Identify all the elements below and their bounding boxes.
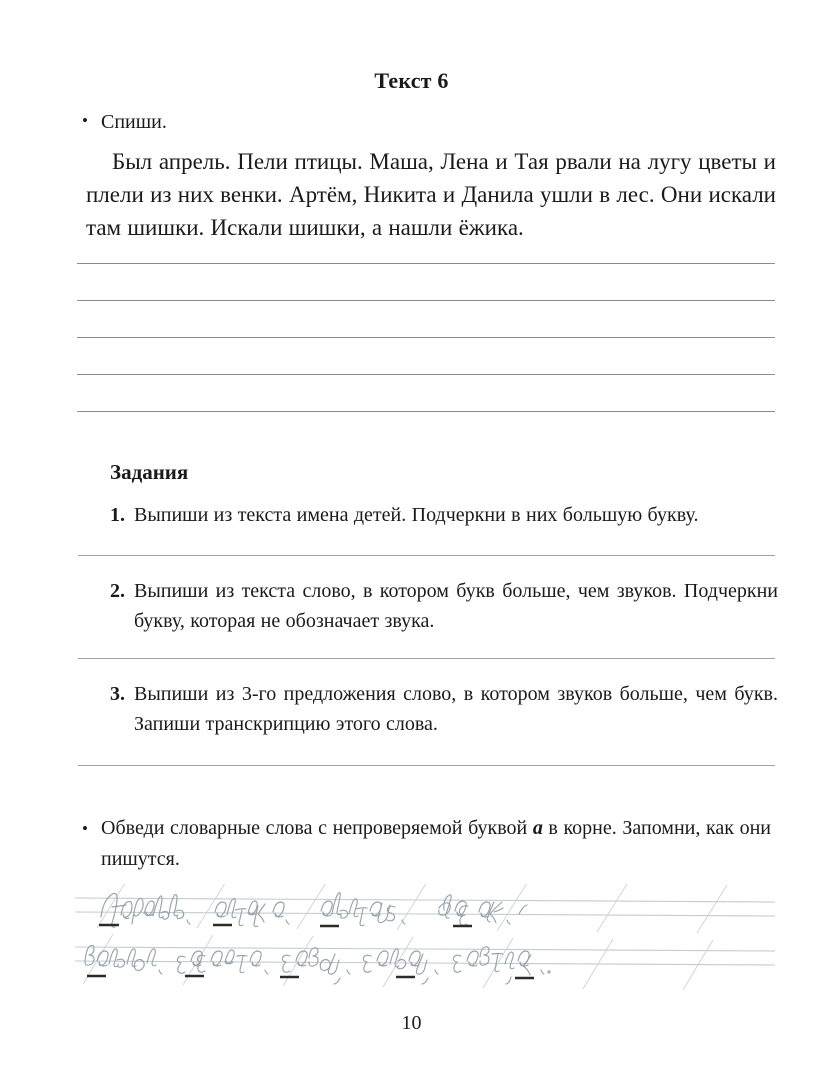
task-text: Выпиши из текста имена детей. Подчеркни в них большую букву. xyxy=(134,504,699,526)
page-title: Текст 6 xyxy=(374,68,449,93)
blank-writing-line xyxy=(77,374,775,375)
blank-writing-line xyxy=(77,263,775,264)
task-text: Выпиши из 3-го предложения слово, в котором звуков больше, чем букв. Запиши транскрипцию этого слова. xyxy=(134,683,778,735)
handwriting-line-1 xyxy=(101,893,527,928)
vocabulary-instruction-row xyxy=(79,813,779,875)
task-item-1 xyxy=(110,500,778,530)
vocabulary-instruction-label xyxy=(101,813,771,875)
task-item-2 xyxy=(110,576,778,636)
page-number: 10 xyxy=(401,1012,422,1034)
handwriting-sample-svg xyxy=(75,884,775,996)
copy-instruction-row xyxy=(79,108,167,136)
task-text: Выпиши из текста слово, в котором букв больше, чем звуков. Подчеркни букву, которая не обозначает звука. xyxy=(134,580,778,632)
tasks-section-heading: Задания xyxy=(110,460,189,484)
task-number: 3. xyxy=(110,683,125,705)
bullet-icon: • xyxy=(82,111,88,130)
task-separator xyxy=(78,658,775,659)
handwriting-line-2 xyxy=(85,945,550,984)
vocabulary-text-before: Обведи словарные слова с непроверяемой буквой xyxy=(101,817,533,839)
vocabulary-text-after: в корне. Запомни, как они пишутся. xyxy=(101,817,771,870)
task-number: 2. xyxy=(110,580,125,602)
task-item-3 xyxy=(110,679,778,739)
passage-text: Был апрель. Пели птицы. Маша, Лена и Тая рвали на лугу цветы и плели из них венки. Артём, Никита и Данила ушли в лес. Они искали там шишки. Искали шишки, а нашли ёжика. xyxy=(86,149,776,240)
highlighted-letter: а xyxy=(532,817,543,839)
copy-instruction-label: Спиши. xyxy=(101,111,167,133)
blank-writing-line xyxy=(77,411,775,412)
blank-writing-line xyxy=(77,337,775,338)
ruled-guide-lines xyxy=(75,884,775,990)
bullet-icon: • xyxy=(82,819,88,838)
task-separator xyxy=(78,765,775,766)
task-number: 1. xyxy=(110,504,125,526)
blank-writing-line xyxy=(77,300,775,301)
handwriting-sample-area xyxy=(75,884,775,996)
task-separator xyxy=(78,555,775,556)
